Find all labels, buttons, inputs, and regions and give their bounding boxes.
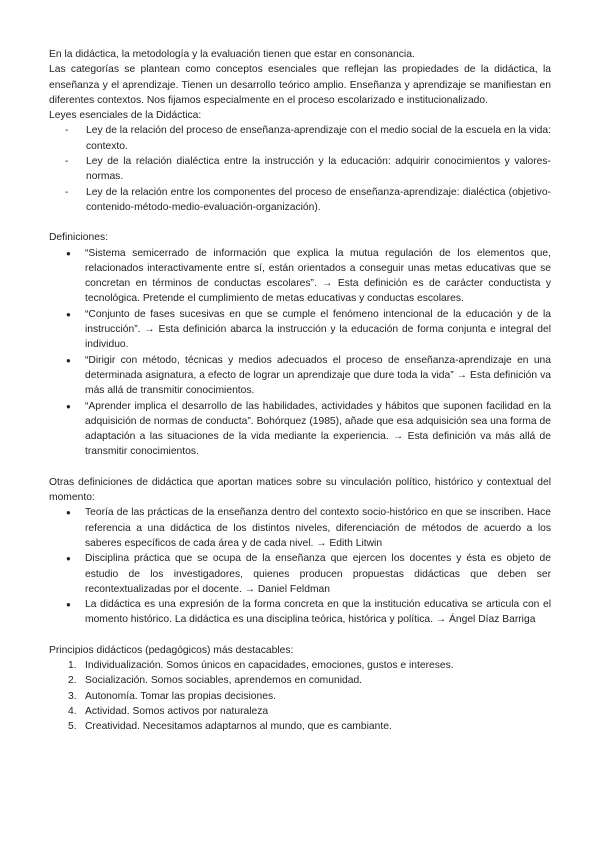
intro-line: En la didáctica, la metodología y la evaluación tienen que estar en consonancia. bbox=[49, 49, 415, 60]
otras-list bbox=[49, 505, 551, 627]
list-item bbox=[49, 307, 551, 353]
bullet-marker: ● bbox=[66, 554, 71, 564]
list-item-text: Socialización. Somos sociables, aprendemos en comunidad. bbox=[85, 675, 363, 687]
intro-paragraph: Las categorías se plantean como conceptos esenciales que reflejan las propiedades de la didáctica, la enseñanza y el aprendizaje. Tienen un desarrollo teórico amplio. Enseñanza y aprendizaje se manifiestan en diferentes contextos. Nos fijamos especialmente en el proceso escolarizado e institucionalizado. bbox=[49, 64, 551, 106]
list-item bbox=[49, 658, 551, 673]
list-item-text: Ley de la relación entre los componentes del proceso de enseñanza-aprendizaje: dialéctica (objetivo-contenido-método-medio-evaluación-organización). bbox=[86, 186, 551, 213]
bullet-marker: ● bbox=[66, 600, 71, 610]
list-item bbox=[49, 123, 551, 154]
list-number: 2. bbox=[68, 675, 77, 687]
list-item bbox=[49, 551, 551, 597]
bullet-marker: ● bbox=[66, 355, 71, 365]
leyes-list bbox=[49, 123, 551, 215]
definiciones-heading: Definiciones: bbox=[49, 232, 108, 244]
list-number: 3. bbox=[68, 690, 77, 702]
list-number: 4. bbox=[68, 705, 77, 717]
list-item-text: Ley de la relación del proceso de enseñanza-aprendizaje con el medio social de la escuela en la vida: contexto. bbox=[86, 125, 551, 152]
document-body bbox=[49, 47, 551, 734]
bullet-marker: ● bbox=[66, 248, 71, 258]
list-item bbox=[49, 399, 551, 460]
spacer bbox=[49, 628, 551, 643]
list-item bbox=[49, 185, 551, 216]
definiciones-list bbox=[49, 246, 551, 460]
list-item bbox=[49, 673, 551, 688]
leyes-heading: Leyes esenciales de la Didáctica: bbox=[49, 110, 202, 122]
list-item-text: Autonomía. Tomar las propias decisiones. bbox=[85, 690, 276, 702]
bullet-marker: ● bbox=[66, 508, 71, 518]
list-item bbox=[49, 597, 551, 628]
spacer bbox=[49, 215, 551, 230]
dash-marker: - bbox=[65, 156, 69, 168]
list-item-text: “Conjunto de fases sucesivas en que se cumple el fenómeno intencional de la educación y de la instrucción”. → Esta definición abarca la instrucción y la educación de forma conjunta e integral del individuo. bbox=[85, 308, 551, 351]
list-item bbox=[49, 719, 551, 734]
list-item-text: “Aprender implica el desarrollo de las habilidades, actividades y hábitos que suponen facilidad en la adquisición de normas de conducta”. Bohórquez (1985), añade que esa adquisición sea una forma de adaptación a las situaciones de la vida mediante la experiencia. → Esta definición va más allá de transmitir conocimientos. bbox=[85, 400, 551, 458]
list-number: 5. bbox=[68, 721, 77, 733]
list-item-text: “Sistema semicerrado de información que explica la mutua regulación de los elementos que, relacionados interactivamente entre sí, están orientados a conseguir unas metas educativas que se concretan en términos de conductas escolares”. → Esta definición es de carácter conductista y tecnológica. Pretende el cumplimiento de metas educativas y conductas escolares. bbox=[85, 247, 551, 305]
list-item-text: Individualización. Somos únicos en capacidades, emociones, gustos e intereses. bbox=[85, 659, 454, 671]
list-item-text: Disciplina práctica que se ocupa de la enseñanza que ejercen los docentes y ésta es objeto de estudio de los investigadores, quienes producen propuestas didácticas que deben ser recontextualizadas por el docente. → Daniel Feldman bbox=[85, 553, 551, 595]
list-item-text: Actividad. Somos activos por naturaleza bbox=[85, 705, 269, 717]
bullet-marker: ● bbox=[66, 401, 71, 411]
dash-marker: - bbox=[65, 125, 69, 137]
list-item bbox=[49, 246, 551, 307]
list-item bbox=[49, 704, 551, 719]
list-item-text: Creatividad. Necesitamos adaptarnos al mundo, que es cambiante. bbox=[85, 721, 392, 733]
spacer bbox=[49, 460, 551, 475]
list-item-text: Teoría de las prácticas de la enseñanza dentro del contexto socio-histórico en que se inscriben. Hace referencia a una didáctica de los distintos niveles, diferenciación de métodos de acuerdo a los saberes específicos de cada área y de cada nivel. → Edith Litwin bbox=[85, 507, 551, 549]
list-item bbox=[49, 689, 551, 704]
principios-list bbox=[49, 658, 551, 734]
list-item-text: “Dirigir con método, técnicas y medios adecuados el proceso de enseñanza-aprendizaje en una determinada asignatura, a efecto de lograr un aprendizaje que dure toda la vida” → Esta definición va más allá de transmitir conocimientos. bbox=[85, 354, 551, 397]
list-item-text: La didáctica es una expresión de la forma concreta en que la institución educativa se articula con el momento histórico. La didáctica es una disciplina teórica, histórica y política. → Ángel Díaz Barriga bbox=[85, 599, 551, 626]
list-item bbox=[49, 154, 551, 185]
dash-marker: - bbox=[65, 186, 69, 198]
otras-heading: Otras definiciones de didáctica que aportan matices sobre su vinculación político, histórico y contextual del momento: bbox=[49, 476, 551, 504]
list-item-text: Ley de la relación dialéctica entre la instrucción y la educación: adquirir conocimientos y valores-normas. bbox=[86, 156, 551, 183]
bullet-marker: ● bbox=[66, 309, 71, 319]
principios-heading: Principios didácticos (pedagógicos) más destacables: bbox=[49, 644, 294, 656]
list-item bbox=[49, 353, 551, 399]
list-item bbox=[49, 505, 551, 551]
list-number: 1. bbox=[68, 659, 77, 671]
